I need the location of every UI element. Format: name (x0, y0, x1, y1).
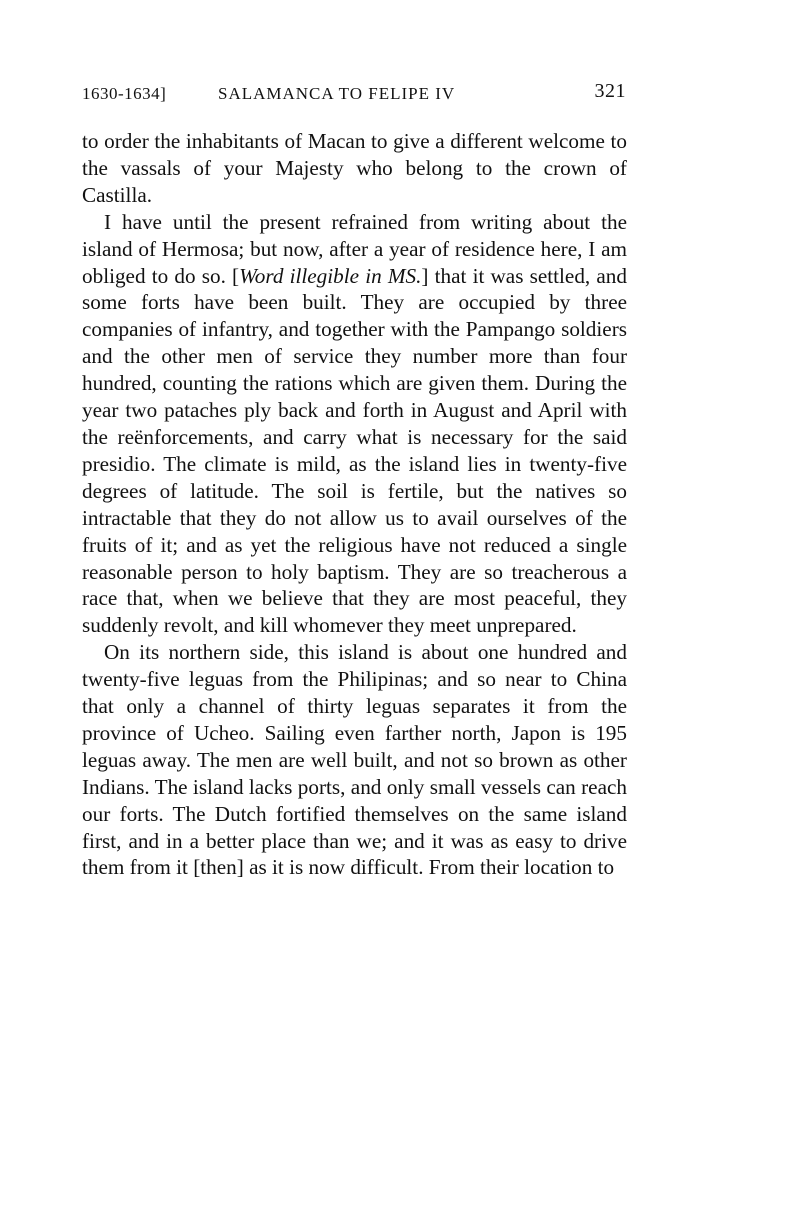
running-head (82, 80, 626, 110)
illegible-note: Word illegible in MS. (239, 263, 422, 288)
paragraph-2-text-a: I have until the present refrained from writing about the island of Hermosa; but now, after a year of residence here, I am obliged to do so. [ (82, 209, 627, 288)
body-text (82, 128, 627, 881)
paragraph-2 (82, 209, 627, 640)
running-head-title: SALAMANCA TO FELIPE IV (218, 84, 456, 103)
page-number: 321 (594, 80, 626, 102)
paragraph-2-text-b: ] that it was settled, and some forts have been built. They are occupied by three companies of infantry, and together with the Pampango soldiers and the other men of service they number more than four hundred, counting the rations which are given them. During the year two pataches ply back and forth in August and April with the reënforcements, and carry what is necessary for the said presidio. The climate is mild, as the island lies in twenty-five degrees of latitude. The soil is fertile, but the natives so intractable that they do not allow us to avail ourselves of the fruits of it; and as yet the religious have not reduced a single reasonable person to holy baptism. They are so treacherous a race that, when we believe that they are most peaceful, they suddenly revolt, and kill whomever they meet unprepared. (82, 263, 627, 638)
paragraph-3: On its northern side, this island is about one hundred and twenty-five leguas from the Philipinas; and so near to China that only a channel of thirty leguas separates it from the province of Ucheo. Sailing even farther north, Japon is 195 leguas away. The men are well built, and not so brown as other Indians. The island lacks ports, and only small vessels can reach our forts. The Dutch fortified themselves on the same island first, and in a better place than we; and it was as easy to drive them from it [then] as it is now difficult. From their location to (82, 640, 627, 880)
running-head-dates: 1630-1634] (82, 84, 167, 103)
paragraph-1: to order the inhabitants of Macan to give a different welcome to the vassals of your Majesty who belong to the crown of Castilla. (82, 129, 627, 207)
